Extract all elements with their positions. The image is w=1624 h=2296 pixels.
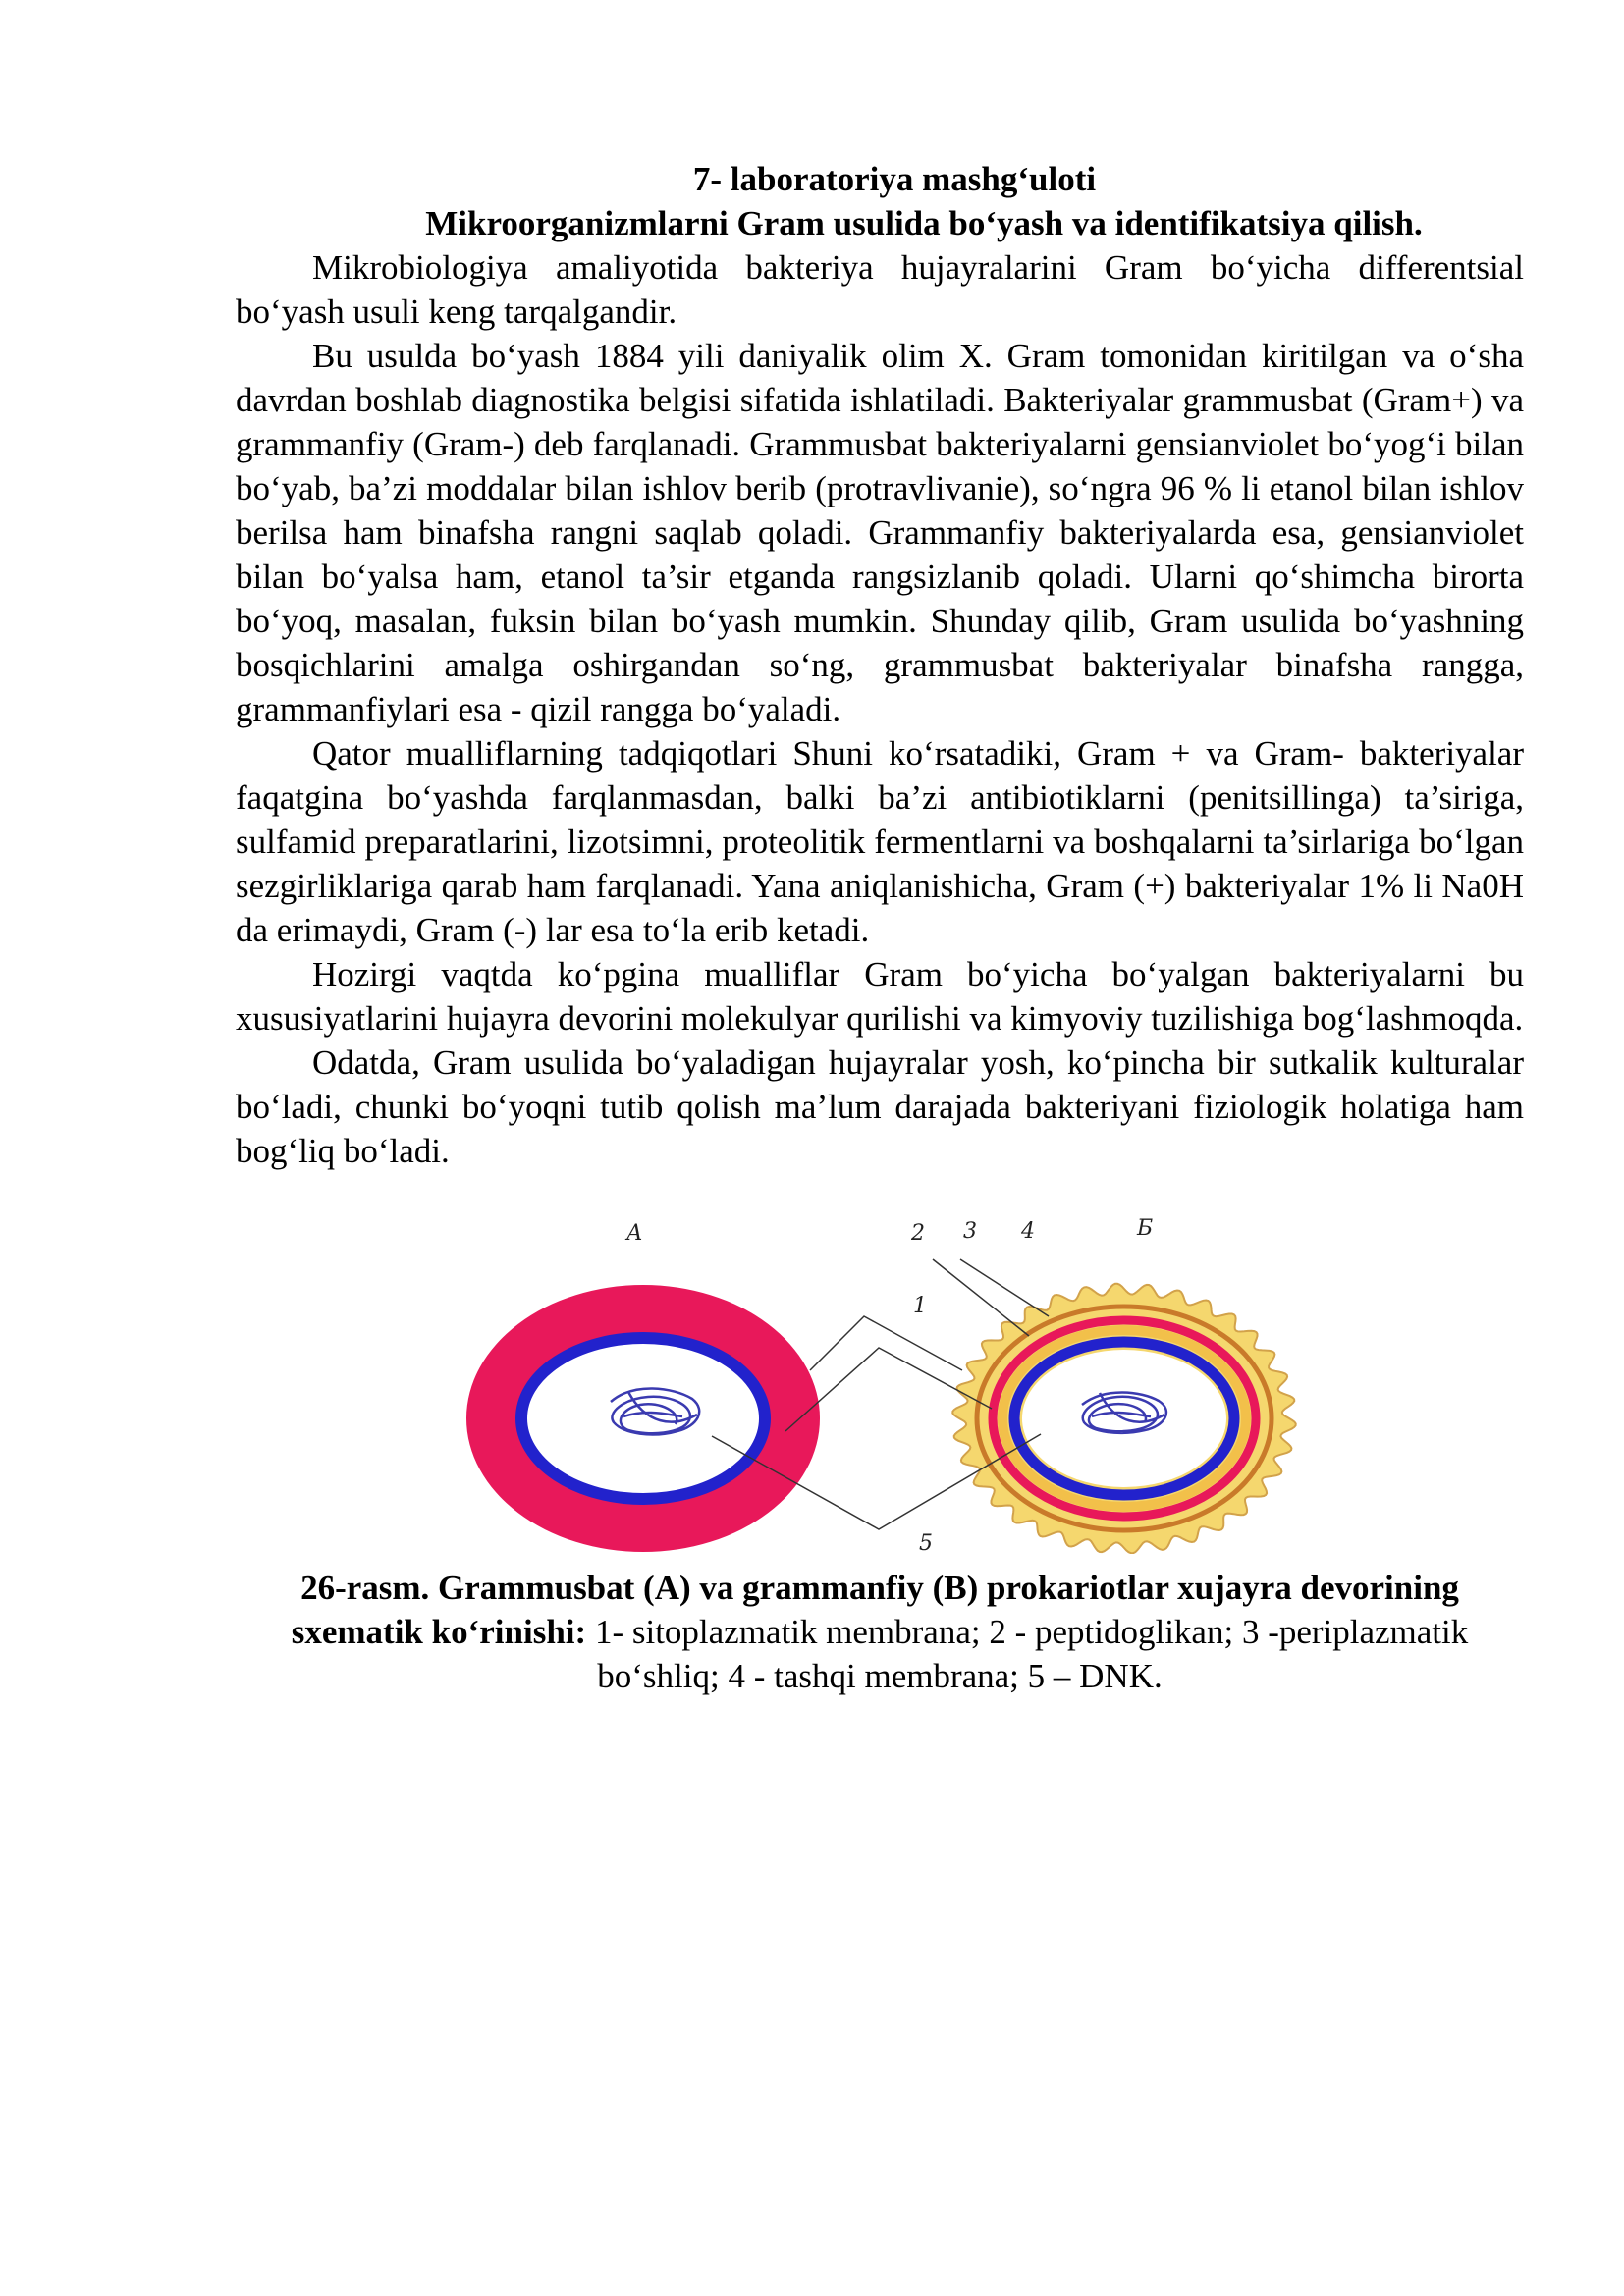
caption-legend: 1- sitoplazmatik membrana; 2 - peptidoglikan; 3 -periplazmatik bo‘shliq; 4 - tashqi membrana; 5 – DNK. xyxy=(586,1613,1469,1695)
lab-subtitle: Mikroorganizmlarni Gram usulida bo‘yash va identifikatsiya qilish. xyxy=(425,204,1423,242)
label-4: 4 xyxy=(1021,1219,1035,1244)
label-2: 2 xyxy=(911,1221,925,1246)
gram-positive-cell xyxy=(466,1285,820,1552)
paragraph-2: Bu usulda bo‘yash 1884 yili daniyalik olim X. Gram tomonidan kiritilgan va o‘sha davrdan boshlab diagnostika belgisi sifatida ishlatiladi. Bakteriyalar grammusbat (Gram+) va grammanfiy (Gram-) deb farqlanadi. Grammusbat bakteriyalarni gensianviolet bo‘yog‘i bilan bo‘yab, ba’zi moddalar bilan ishlov berib (protravlivanie), so‘ngra 96 % li etanol bilan ishlov berilsa ham binafsha rangni saqlab qoladi. Grammanfiy bakteriyalarda esa, gensianviolet bilan bo‘yalsa ham, etanol ta’sir etganda rangsizlanib qoladi. Ularni qo‘shimcha birorta bo‘yoq, masalan, fuksin bilan bo‘yash mumkin. Shunday qilib, Gram usulida bo‘yashning bosqichlarini amalga oshirgandan so‘ng, grammusbat bakteriyalar binafsha rangga, grammanfiylari esa - qizil rangga bo‘yaladi. xyxy=(236,337,1524,728)
paragraph-1: Mikrobiologiya amaliyotida bakteriya hujayralarini Gram bo‘yicha differentsial bo‘yash usuli keng tarqalgandir. xyxy=(236,248,1524,331)
label-3: 3 xyxy=(963,1219,977,1244)
cell-wall-diagram xyxy=(236,1191,1524,1554)
page xyxy=(236,157,1524,1698)
paragraph-5: Odatda, Gram usulida bo‘yaladigan hujayralar yosh, ko‘pincha bir sutkalik kulturalar bo‘ladi, chunki bo‘yoqni tutib qolish ma’lum darajada bakteriyani fiziologik holatiga ham bog‘liq bo‘ladi. xyxy=(236,1043,1524,1170)
leader-4 xyxy=(960,1259,1049,1316)
label-5: 5 xyxy=(919,1531,933,1554)
paragraph-3: Qator mualliflarning tadqiqotlari Shuni ko‘rsatadiki, Gram + va Gram- bakteriyalar faqatgina bo‘yashda farqlanmasdan, balki ba’zi antibiotiklarni (penitsillinga) ta’siriga, sulfamid preparatlarini, lizotsimni, proteolitik fermentlarni va boshqalarni ta’sirlariga bo‘lgan sezgirliklariga qarab ham farqlanadi. Yana aniqlanishicha, Gram (+) bakteriyalar 1% li Na0H da erimaydi, Gram (-) lar esa to‘la erib ketadi. xyxy=(236,734,1524,949)
paragraph-4: Hozirgi vaqtda ko‘pgina mualliflar Gram bo‘yicha bo‘yalgan bakteriyalarni bu xususiyatlarini hujayra devorini molekulyar qurilishi va kimyoviy tuzilishiga bog‘lashmoqda. xyxy=(236,955,1524,1038)
leader-2 xyxy=(810,1316,962,1370)
label-a: А xyxy=(626,1221,643,1246)
gram-negative-cell xyxy=(952,1284,1295,1553)
figure-caption xyxy=(236,1566,1524,1698)
caption-lead: 26-rasm. Grammusbat (A) va grammanfiy (B) prokariotlar xujayra devorining sxematik ko‘rinishi: xyxy=(291,1569,1459,1651)
cell-wall-figure xyxy=(236,1191,1524,1554)
label-1: 1 xyxy=(913,1294,927,1318)
lab-title: 7- laboratoriya mashg‘uloti xyxy=(692,160,1097,198)
leader-3 xyxy=(933,1259,1029,1336)
label-b: Б xyxy=(1137,1216,1154,1241)
